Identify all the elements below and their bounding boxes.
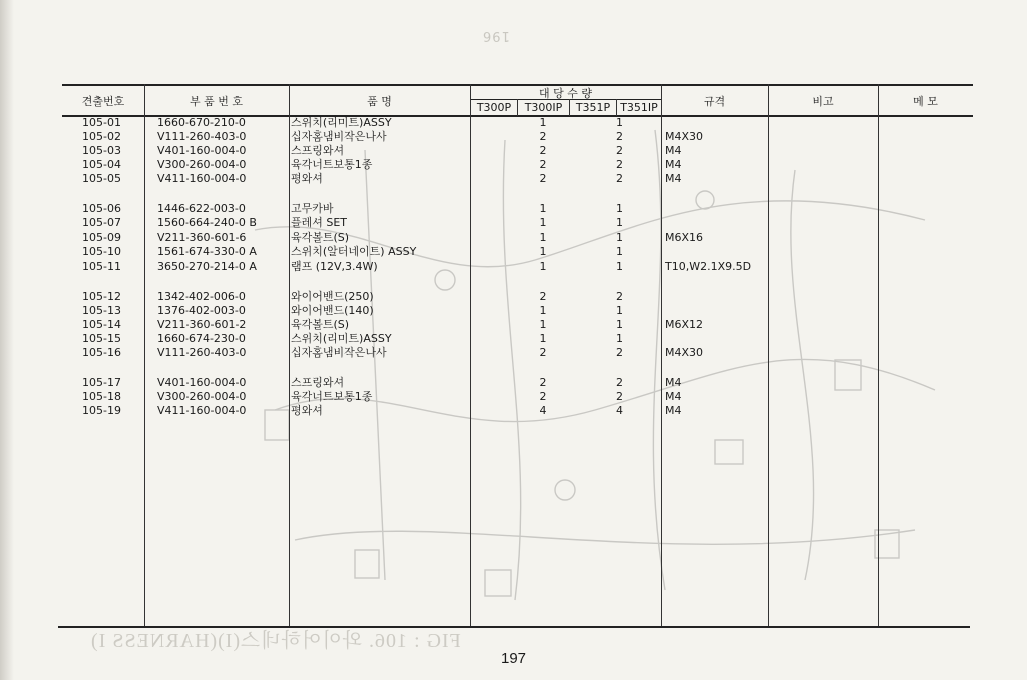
part-name: 와이어밴드(250) [291, 290, 374, 303]
part-name: 십자홈냄비작은나사 [291, 130, 387, 143]
part-number: 1561-674-330-0 A [157, 245, 257, 258]
col-divider [289, 84, 290, 626]
part-name: 스위치(알터네이트) ASSY [291, 245, 417, 258]
spec: M4 [665, 390, 682, 403]
part-name: 평와셔 [291, 172, 323, 185]
qty-t300ip: 1 [539, 245, 547, 258]
item-no: 105-14 [82, 318, 121, 331]
qty-t300ip: 1 [539, 260, 547, 273]
qty-t300ip: 2 [539, 290, 547, 303]
header-memo: 메 모 [913, 95, 938, 108]
item-no: 105-03 [82, 144, 121, 157]
qty-t300ip: 2 [539, 346, 547, 359]
qty-t351ip: 2 [616, 130, 623, 143]
qty-t300ip: 2 [539, 390, 547, 403]
qty-t300ip: 1 [539, 216, 547, 229]
qty-t351ip: 2 [616, 172, 623, 185]
item-no: 105-06 [82, 202, 121, 215]
qty-t351ip: 1 [616, 304, 623, 317]
header-remark: 비고 [812, 95, 834, 108]
item-no: 105-13 [82, 304, 121, 317]
qty-t300ip: 1 [539, 318, 547, 331]
part-name: 고무카바 [291, 202, 334, 215]
spec: M4 [665, 158, 682, 171]
qty-t351ip: 2 [616, 390, 623, 403]
qty-t351ip: 1 [616, 332, 623, 345]
item-no: 105-11 [82, 260, 121, 273]
header-quantity: 대 당 수 량 [539, 87, 592, 100]
part-name: 스위치(리미트)ASSY [291, 332, 392, 345]
item-no: 105-16 [82, 346, 121, 359]
qty-t351ip: 1 [616, 245, 623, 258]
qty-t351ip: 2 [616, 290, 623, 303]
part-number: 3650-270-214-0 A [157, 260, 257, 273]
qty-t300ip: 2 [539, 144, 547, 157]
bleed-through-diagram [235, 110, 955, 615]
part-number: 1660-670-210-0 [157, 116, 246, 129]
qty-t300ip: 1 [539, 231, 547, 244]
qty-t300ip: 1 [539, 332, 547, 345]
qty-t300ip: 1 [539, 304, 547, 317]
qty-t300ip: 1 [539, 116, 547, 129]
col-divider [661, 84, 662, 626]
item-no: 105-05 [82, 172, 121, 185]
spec: T10,W2.1X9.5D [665, 260, 752, 273]
part-number: V300-260-004-0 [157, 158, 247, 171]
header-model-t300ip: T300IP [524, 101, 563, 114]
part-number: V111-260-403-0 [157, 346, 247, 359]
part-name: 스프링와셔 [291, 144, 345, 157]
spec: M4 [665, 144, 682, 157]
qty-t351ip: 2 [616, 144, 623, 157]
part-number: V401-160-004-0 [157, 376, 247, 389]
header-spec: 규격 [703, 95, 726, 108]
qty-t351ip: 2 [616, 346, 623, 359]
binding-shadow [0, 0, 14, 680]
bleed-through-figure-caption: FIG : 106. 와이어하네스(I)(HARNESS I) [90, 630, 461, 652]
item-no: 105-10 [82, 245, 121, 258]
item-no: 105-12 [82, 290, 121, 303]
part-name: 플레셔 SET [291, 216, 348, 229]
col-divider [470, 84, 471, 626]
part-number: 1342-402-006-0 [157, 290, 246, 303]
item-no: 105-04 [82, 158, 121, 171]
qty-t351ip: 2 [616, 158, 623, 171]
part-name: 육각볼트(S) [291, 231, 350, 244]
qty-t300ip: 4 [539, 404, 547, 417]
col-divider [768, 84, 769, 626]
part-name: 평와셔 [291, 404, 323, 417]
item-no: 105-19 [82, 404, 121, 417]
part-name: 육각볼트(S) [291, 318, 350, 331]
qty-t300ip: 2 [539, 158, 547, 171]
part-name: 육각너트보통1종 [291, 390, 373, 403]
item-no: 105-02 [82, 130, 121, 143]
header-item-no: 견출번호 [81, 95, 125, 108]
qty-t351ip: 4 [616, 404, 623, 417]
spec: M4X30 [665, 130, 704, 143]
qty-t351ip: 1 [616, 116, 623, 129]
item-no: 105-15 [82, 332, 121, 345]
qty-t351ip: 1 [616, 260, 623, 273]
qty-t351ip: 1 [616, 216, 623, 229]
item-no: 105-07 [82, 216, 121, 229]
qty-t300ip: 2 [539, 172, 547, 185]
part-name: 램프 (12V,3.4W) [291, 260, 378, 273]
item-no: 105-09 [82, 231, 121, 244]
part-number: V411-160-004-0 [157, 172, 247, 185]
item-no: 105-01 [82, 116, 121, 129]
qty-t351ip: 1 [616, 202, 623, 215]
header-model-t351p: T351P [575, 101, 611, 114]
qty-t351ip: 2 [616, 376, 623, 389]
page-number: 197 [500, 650, 527, 667]
spec: M4 [665, 376, 682, 389]
header-model-t300p: T300P [476, 101, 512, 114]
qty-t351ip: 1 [616, 231, 623, 244]
part-number: 1660-674-230-0 [157, 332, 246, 345]
part-number: V401-160-004-0 [157, 144, 247, 157]
part-number: 1560-664-240-0 B [157, 216, 257, 229]
part-name: 십자홈냄비작은나사 [291, 346, 387, 359]
header-model-t351ip: T351IP [620, 101, 658, 114]
part-name: 와이어밴드(140) [291, 304, 374, 317]
part-number: 1446-622-003-0 [157, 202, 246, 215]
header-part-number: 부 품 번 호 [190, 95, 243, 108]
header-part-name: 품 명 [367, 95, 392, 108]
qty-t300ip: 2 [539, 376, 547, 389]
item-no: 105-17 [82, 376, 121, 389]
spec: M4 [665, 172, 682, 185]
qty-t351ip: 1 [616, 318, 623, 331]
col-divider [878, 84, 879, 626]
spec: M4 [665, 404, 682, 417]
spec: M6X16 [665, 231, 704, 244]
col-divider [144, 84, 145, 626]
spec: M6X12 [665, 318, 704, 331]
qty-t300ip: 2 [539, 130, 547, 143]
item-no: 105-18 [82, 390, 121, 403]
part-name: 스프링와셔 [291, 376, 345, 389]
part-number: V211-360-601-6 [157, 231, 247, 244]
part-number: 1376-402-003-0 [157, 304, 246, 317]
part-number: V300-260-004-0 [157, 390, 247, 403]
part-number: V211-360-601-2 [157, 318, 247, 331]
bleed-through-page-number: 196 [482, 28, 510, 43]
spec: M4X30 [665, 346, 704, 359]
qty-t300ip: 1 [539, 202, 547, 215]
part-number: V411-160-004-0 [157, 404, 247, 417]
part-name: 육각너트보통1종 [291, 158, 373, 171]
part-number: V111-260-403-0 [157, 130, 247, 143]
part-name: 스위치(리미트)ASSY [291, 116, 392, 129]
